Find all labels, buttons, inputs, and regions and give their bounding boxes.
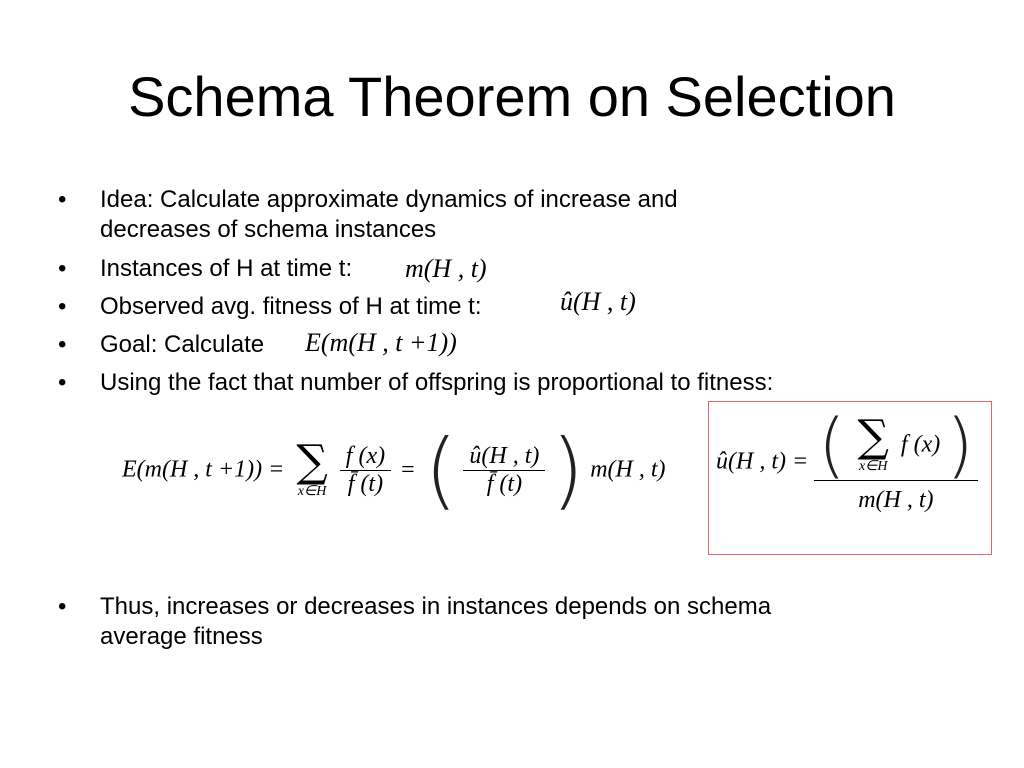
frac-numerator: f (x) — [340, 443, 391, 471]
box-fraction — [814, 404, 977, 514]
math-m-H-t: m(H , t) — [405, 254, 487, 283]
sum-subscript: x∈H — [858, 459, 888, 474]
summation — [296, 436, 328, 500]
bullet-marker: • — [58, 186, 67, 213]
right-big-paren: ) — [946, 404, 974, 486]
slide-title: Schema Theorem on Selection — [128, 65, 896, 128]
bullet-text: Instances of H at time t: — [100, 255, 353, 282]
bullet-text: Observed avg. fitness of H at time t: — [100, 293, 482, 320]
bullet-text-line2: decreases of schema instances — [100, 216, 437, 243]
right-big-paren: ) — [551, 421, 585, 519]
bullet-text: Using the fact that number of offspring is proportional to fitness: — [100, 369, 774, 396]
box-denominator: m(H , t) — [858, 487, 934, 513]
frac-numerator: û(H , t) — [463, 443, 545, 471]
bullet-marker: • — [58, 255, 67, 282]
boxed-equation — [716, 404, 978, 514]
sigma-symbol: ∑ — [857, 411, 889, 462]
bullet-marker: • — [58, 593, 67, 620]
left-big-paren: ( — [424, 421, 458, 519]
equals-sign: = — [401, 456, 415, 483]
sum-subscript: x∈H — [297, 484, 327, 499]
left-big-paren: ( — [818, 404, 846, 486]
bullet-text-line1: Idea: Calculate approximate dynamics of increase and — [100, 186, 678, 213]
math-expectation: E(m(H , t +1)) — [305, 328, 457, 357]
frac-denominator: f̄ (t) — [486, 470, 523, 497]
bullet-marker: • — [58, 293, 67, 320]
eq-tail: m(H , t) — [590, 456, 666, 483]
bullet-text-line2: average fitness — [100, 623, 263, 650]
fraction-u-over-fbar — [463, 443, 545, 498]
box-summation — [857, 411, 889, 475]
bullet-marker: • — [58, 331, 67, 358]
math-u-hat-H-t: û(H , t) — [560, 287, 636, 316]
box-lhs: û(H , t) = — [716, 448, 809, 475]
eq-lhs: E(m(H , t +1)) = — [122, 456, 285, 483]
fraction-f-over-fbar — [340, 443, 391, 498]
bullet-marker: • — [58, 369, 67, 396]
bullet-text: Goal: Calculate — [100, 331, 265, 358]
sigma-symbol: ∑ — [296, 436, 328, 487]
main-equation — [122, 421, 666, 519]
bullet-text-line1: Thus, increases or decreases in instances depends on schema — [100, 593, 772, 620]
box-numerator — [814, 404, 977, 486]
frac-denominator: f̄ (t) — [347, 470, 384, 497]
box-fx: f (x) — [900, 431, 941, 458]
